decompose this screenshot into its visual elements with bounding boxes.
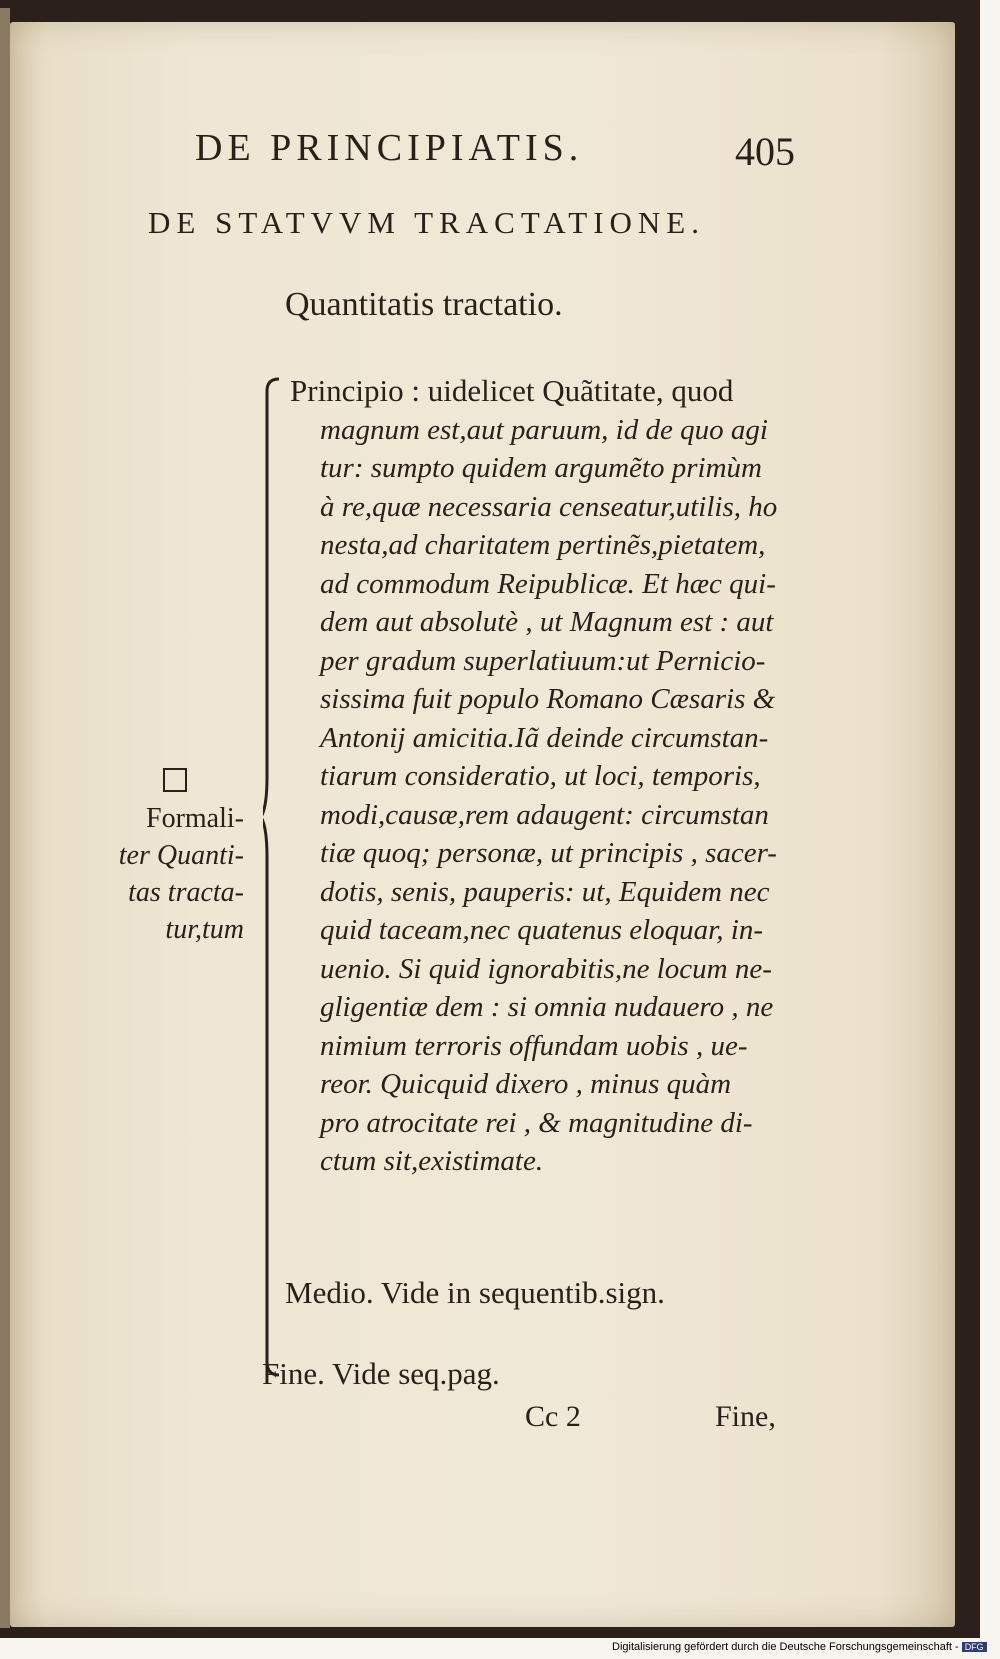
body-line: tiarum consideratio, ut loci, temporis, <box>320 760 761 792</box>
body-line: per gradum superlatiuum:ut Pernicio- <box>320 644 766 677</box>
body-line: sissima fuit populo Romano Cæsaris & <box>320 683 776 715</box>
body-line: gligentiæ dem : si omnia nudauero , ne <box>320 991 774 1023</box>
margin-note-line: Formali- <box>146 803 244 834</box>
running-title: DE PRINCIPIATIS. <box>195 127 584 169</box>
body-line: quid taceam,nec quatenus eloquar, in- <box>320 914 763 946</box>
digitization-credit <box>612 1641 987 1653</box>
book-edge <box>0 8 10 1628</box>
dfg-logo: DFG <box>962 1642 987 1652</box>
catchwords <box>525 1400 795 1434</box>
body-line: magnum est,aut paruum, id de quo agi <box>320 413 768 446</box>
body-line: Antonij amicitia.Iã deinde circumstan- <box>320 721 769 754</box>
margin-note-line: tas tracta- <box>128 877 244 908</box>
body-line: nimium terroris offundam uobis , ue- <box>320 1029 748 1062</box>
body-line: ctum sit,existimate. <box>320 1145 544 1177</box>
signature-mark: Cc 2 <box>525 1400 581 1433</box>
margin-note <box>94 800 244 948</box>
body-line: uenio. Si quid ignorabitis,ne locum ne- <box>320 952 772 985</box>
body-line: pro atrocitate rei , & magnitudine di- <box>320 1106 753 1139</box>
fine-entry: Fine. Vide seq.pag. <box>262 1356 500 1391</box>
body-line: dem aut absolutè , ut Magnum est : aut <box>320 606 774 638</box>
body-line: ad commodum Reipublicæ. Et hæc qui- <box>320 567 776 600</box>
margin-box-symbol <box>163 768 187 792</box>
body-line: reor. Quicquid dixero , minus quàm <box>320 1068 732 1100</box>
margin-note-line: ter Quanti- <box>118 840 244 871</box>
body-line: tiæ quoq; personæ, ut principis , sacer- <box>320 837 777 869</box>
chapter-subtitle: DE STATVVM TRACTATIONE. <box>148 205 705 240</box>
page-number: 405 <box>735 129 795 174</box>
credit-text: Digitalisierung gefördert durch die Deutsche Forschungsgemeinschaft - <box>612 1641 959 1653</box>
body-line: dotis, senis, pauperis: ut, Equidem nec <box>320 875 770 908</box>
catchword: Fine, <box>715 1400 776 1433</box>
body-line: Principio : uidelicet Quãtitate, quod <box>290 373 734 408</box>
body-line: modi,causæ,rem adaugent: circumstan <box>320 798 769 831</box>
brace-bracket <box>263 377 283 1377</box>
section-title: Quantitatis tractatio. <box>285 286 563 323</box>
body-line: nesta,ad charitatem pertinẽs,pietatem, <box>320 529 766 561</box>
body-line: tur: sumpto quidem argumẽto primùm <box>320 452 762 484</box>
body-text <box>290 372 810 1181</box>
medio-entry: Medio. Vide in sequentib.sign. <box>285 1275 665 1310</box>
body-line: à re,quæ necessaria censeatur,utilis, ho <box>320 490 778 523</box>
margin-note-line: tur,tum <box>165 914 244 945</box>
